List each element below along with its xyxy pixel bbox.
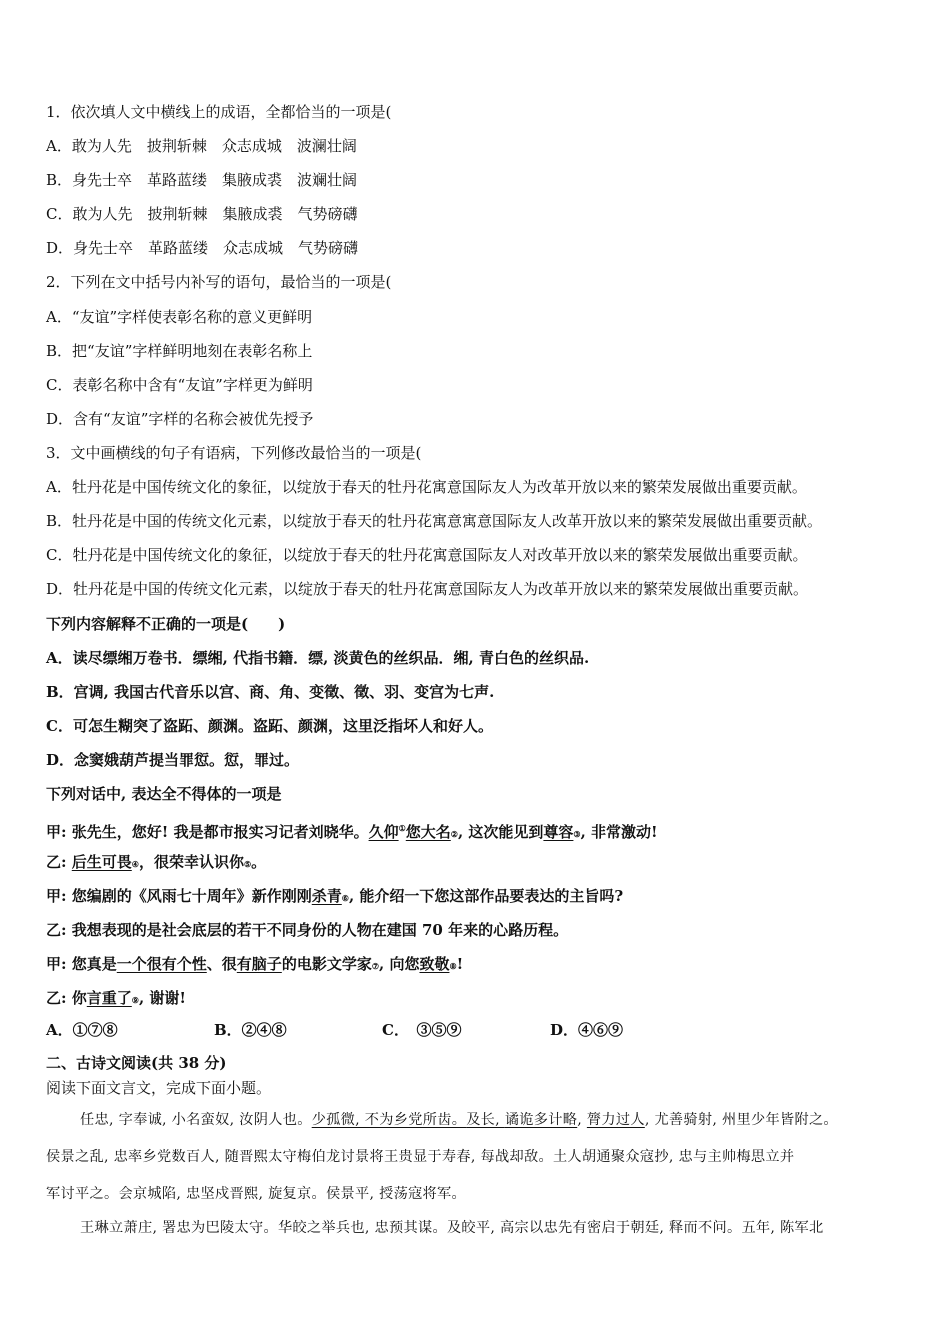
q5-dialogue-line-6 xyxy=(46,988,186,1010)
underlined-phrase: 谲诡多计略 xyxy=(504,1112,578,1128)
dialogue-text: , 这次能见到 xyxy=(457,823,544,841)
q4-option-d: D．念窦娥葫芦提当罪愆。愆，罪过。 xyxy=(46,751,300,769)
underlined-phrase: 杀青 xyxy=(311,887,342,905)
dialogue-text: 、很 xyxy=(206,955,237,973)
underlined-phrase: 后生可畏 xyxy=(71,853,132,871)
q3-stem: 3．文中画横线的句子有语病，下列修改最恰当的一项是( xyxy=(46,444,422,462)
circled-marker: ③ xyxy=(573,829,581,839)
dialogue-text: , 非常激动! xyxy=(580,823,658,841)
underlined-phrase: 少孤微, 不为乡党所齿。 xyxy=(311,1112,467,1128)
q2-option-a: A．“友谊”字样使表彰名称的意义更鲜明 xyxy=(46,308,313,326)
q5-dialogue-line-2 xyxy=(46,852,266,874)
q2-option-d: D．含有“友谊”字样的名称会被优先授予 xyxy=(46,410,314,428)
circled-marker: ① xyxy=(398,823,406,833)
q5-choice-d: D．④⑥⑨ xyxy=(550,1021,624,1039)
q5-dialogue-line-5 xyxy=(46,954,463,976)
q1-option-d: D．身先士卒 革路蓝缕 众志成城 气势磅礴 xyxy=(46,239,359,257)
q2-option-c: C．表彰名称中含有“友谊”字样更为鲜明 xyxy=(46,376,313,394)
dialogue-text: 乙: xyxy=(46,853,72,871)
q1-option-a: A．敢为人先 披荆斩棘 众志成城 波澜壮阔 xyxy=(46,137,357,155)
dialogue-text: ，很荣幸认识你 xyxy=(138,853,244,871)
q4-stem: 下列内容解释不正确的一项是( ) xyxy=(46,615,286,633)
passage-text: , xyxy=(577,1112,587,1128)
dialogue-text: 甲: 您编剧的《风雨七十周年》新作刚刚 xyxy=(46,887,312,905)
circled-marker: ⑧ xyxy=(449,961,457,971)
underlined-phrase: 言重了 xyxy=(86,989,132,1007)
dialogue-text: , 向您 xyxy=(379,955,420,973)
underlined-phrase: 一个很有个性 xyxy=(116,955,207,973)
q3-option-a: A．牡丹花是中国传统文化的象征，以绽放于春天的牡丹花寓意国际友人为改革开放以来的繁荣发展做出重要贡献。 xyxy=(46,478,807,496)
passage-p1-line-1 xyxy=(80,1110,838,1130)
underlined-phrase: 及长, xyxy=(466,1112,505,1128)
q5-dialogue-line-1 xyxy=(46,818,658,844)
q4-option-c: C．可怎生糊突了盗跖、颜渊。盗跖、颜渊，这里泛指坏人和好人。 xyxy=(46,717,493,735)
q5-stem: 下列对话中, 表达全不得体的一项是 xyxy=(46,785,282,803)
q5-choice-b: B．②④⑧ xyxy=(214,1021,287,1039)
underlined-phrase: 致敬 xyxy=(419,955,450,973)
circled-marker: ⑨ xyxy=(131,995,139,1005)
dialogue-text: 乙: 你 xyxy=(46,989,87,1007)
underlined-phrase: 有脑子 xyxy=(236,955,282,973)
section-2-instruction: 阅读下面文言文，完成下面小题。 xyxy=(46,1079,272,1097)
dialogue-text: , 能介绍一下您这部作品要表达的主旨吗? xyxy=(348,887,624,905)
circled-marker: ② xyxy=(450,829,458,839)
q2-option-b: B．把“友谊”字样鲜明地刻在表彰名称上 xyxy=(46,342,313,360)
underlined-phrase: 尊容 xyxy=(543,823,574,841)
circled-marker: ⑤ xyxy=(243,859,252,869)
q4-option-a: A．读尽缥缃万卷书．缥缃, 代指书籍．缥, 淡黄色的丝织品．缃, 青白色的丝织品. xyxy=(46,649,590,667)
passage-p1-line-2: 侯景之乱, 忠率乡党数百人, 随晋熙太守梅伯龙讨景将王贵显于寿春, 每战却敌。土人胡通聚众寇抄, 忠与主帅梅思立并 xyxy=(46,1149,795,1165)
q1-option-b: B．身先士卒 革路蓝缕 集腋成裘 波斓壮阔 xyxy=(46,171,358,189)
q3-option-d: D．牡丹花是中国的传统文化元素，以绽放于春天的牡丹花寓意国际友人为改革开放以来的繁荣发展做出重要贡献。 xyxy=(46,580,809,598)
underlined-phrase: 膂力过人 xyxy=(586,1112,645,1128)
q4-option-b: B．宫调, 我国古代音乐以宫、商、角、变徵、徵、羽、变宫为七声. xyxy=(46,683,495,701)
dialogue-text: , 谢谢! xyxy=(138,989,186,1007)
q5-choice-c: C． ③⑤⑨ xyxy=(382,1021,462,1039)
q5-dialogue-line-3 xyxy=(46,886,623,908)
underlined-phrase: 久仰 xyxy=(368,823,399,841)
dialogue-text: 甲: 张先生，您好! 我是都市报实习记者刘晓华。 xyxy=(46,823,369,841)
dialogue-text: ! xyxy=(456,955,464,973)
q1-option-c: C．敢为人先 披荆斩棘 集腋成裘 气势磅礴 xyxy=(46,205,358,223)
q2-stem: 2．下列在文中括号内补写的语句，最恰当的一项是( xyxy=(46,273,392,291)
passage-p1-line-3: 军讨平之。会京城陷, 忠坚戍晋熙, 旋复京。侯景平, 授荡寇将军。 xyxy=(46,1186,467,1202)
q5-choices xyxy=(46,1020,627,1040)
section-2-title: 二、古诗文阅读(共 38 分) xyxy=(46,1054,227,1072)
dialogue-text: 的电影文学家 xyxy=(281,955,372,973)
circled-marker: ⑦ xyxy=(371,961,379,971)
passage-text: 任忠, 字奉诚, 小名蛮奴, 汝阴人也。 xyxy=(80,1112,312,1128)
circled-marker: ⑥ xyxy=(341,893,349,903)
q5-dialogue-line-4: 乙: 我想表现的是社会底层的若干不同身份的人物在建国 70 年来的心路历程。 xyxy=(46,921,569,939)
q3-option-c: C．牡丹花是中国传统文化的象征，以绽放于春天的牡丹花寓意国际友人对改革开放以来的繁荣发展做出重要贡献。 xyxy=(46,546,808,564)
circled-marker: ④ xyxy=(131,859,139,869)
q5-choice-a: A．①⑦⑧ xyxy=(46,1021,118,1039)
dialogue-text: 甲: 您真是 xyxy=(46,955,117,973)
q1-stem: 1．依次填人文中横线上的成语，全都恰当的一项是( xyxy=(46,103,392,121)
passage-p2-line-1: 王琳立萧庄, 署忠为巴陵太守。华皎之举兵也, 忠预其谋。及皎平, 高宗以忠先有密启于朝廷, 释而不问。五年, 陈军北 xyxy=(80,1220,824,1236)
passage-text: , 尤善骑射, 州里少年皆附之。 xyxy=(644,1112,838,1128)
underlined-phrase: 您大名 xyxy=(405,823,451,841)
dialogue-text: 。 xyxy=(251,853,267,871)
q3-option-b: B．牡丹花是中国的传统文化元素，以绽放于春天的牡丹花寓意寓意国际友人改革开放以来的繁荣发展做出重要贡献。 xyxy=(46,512,823,530)
